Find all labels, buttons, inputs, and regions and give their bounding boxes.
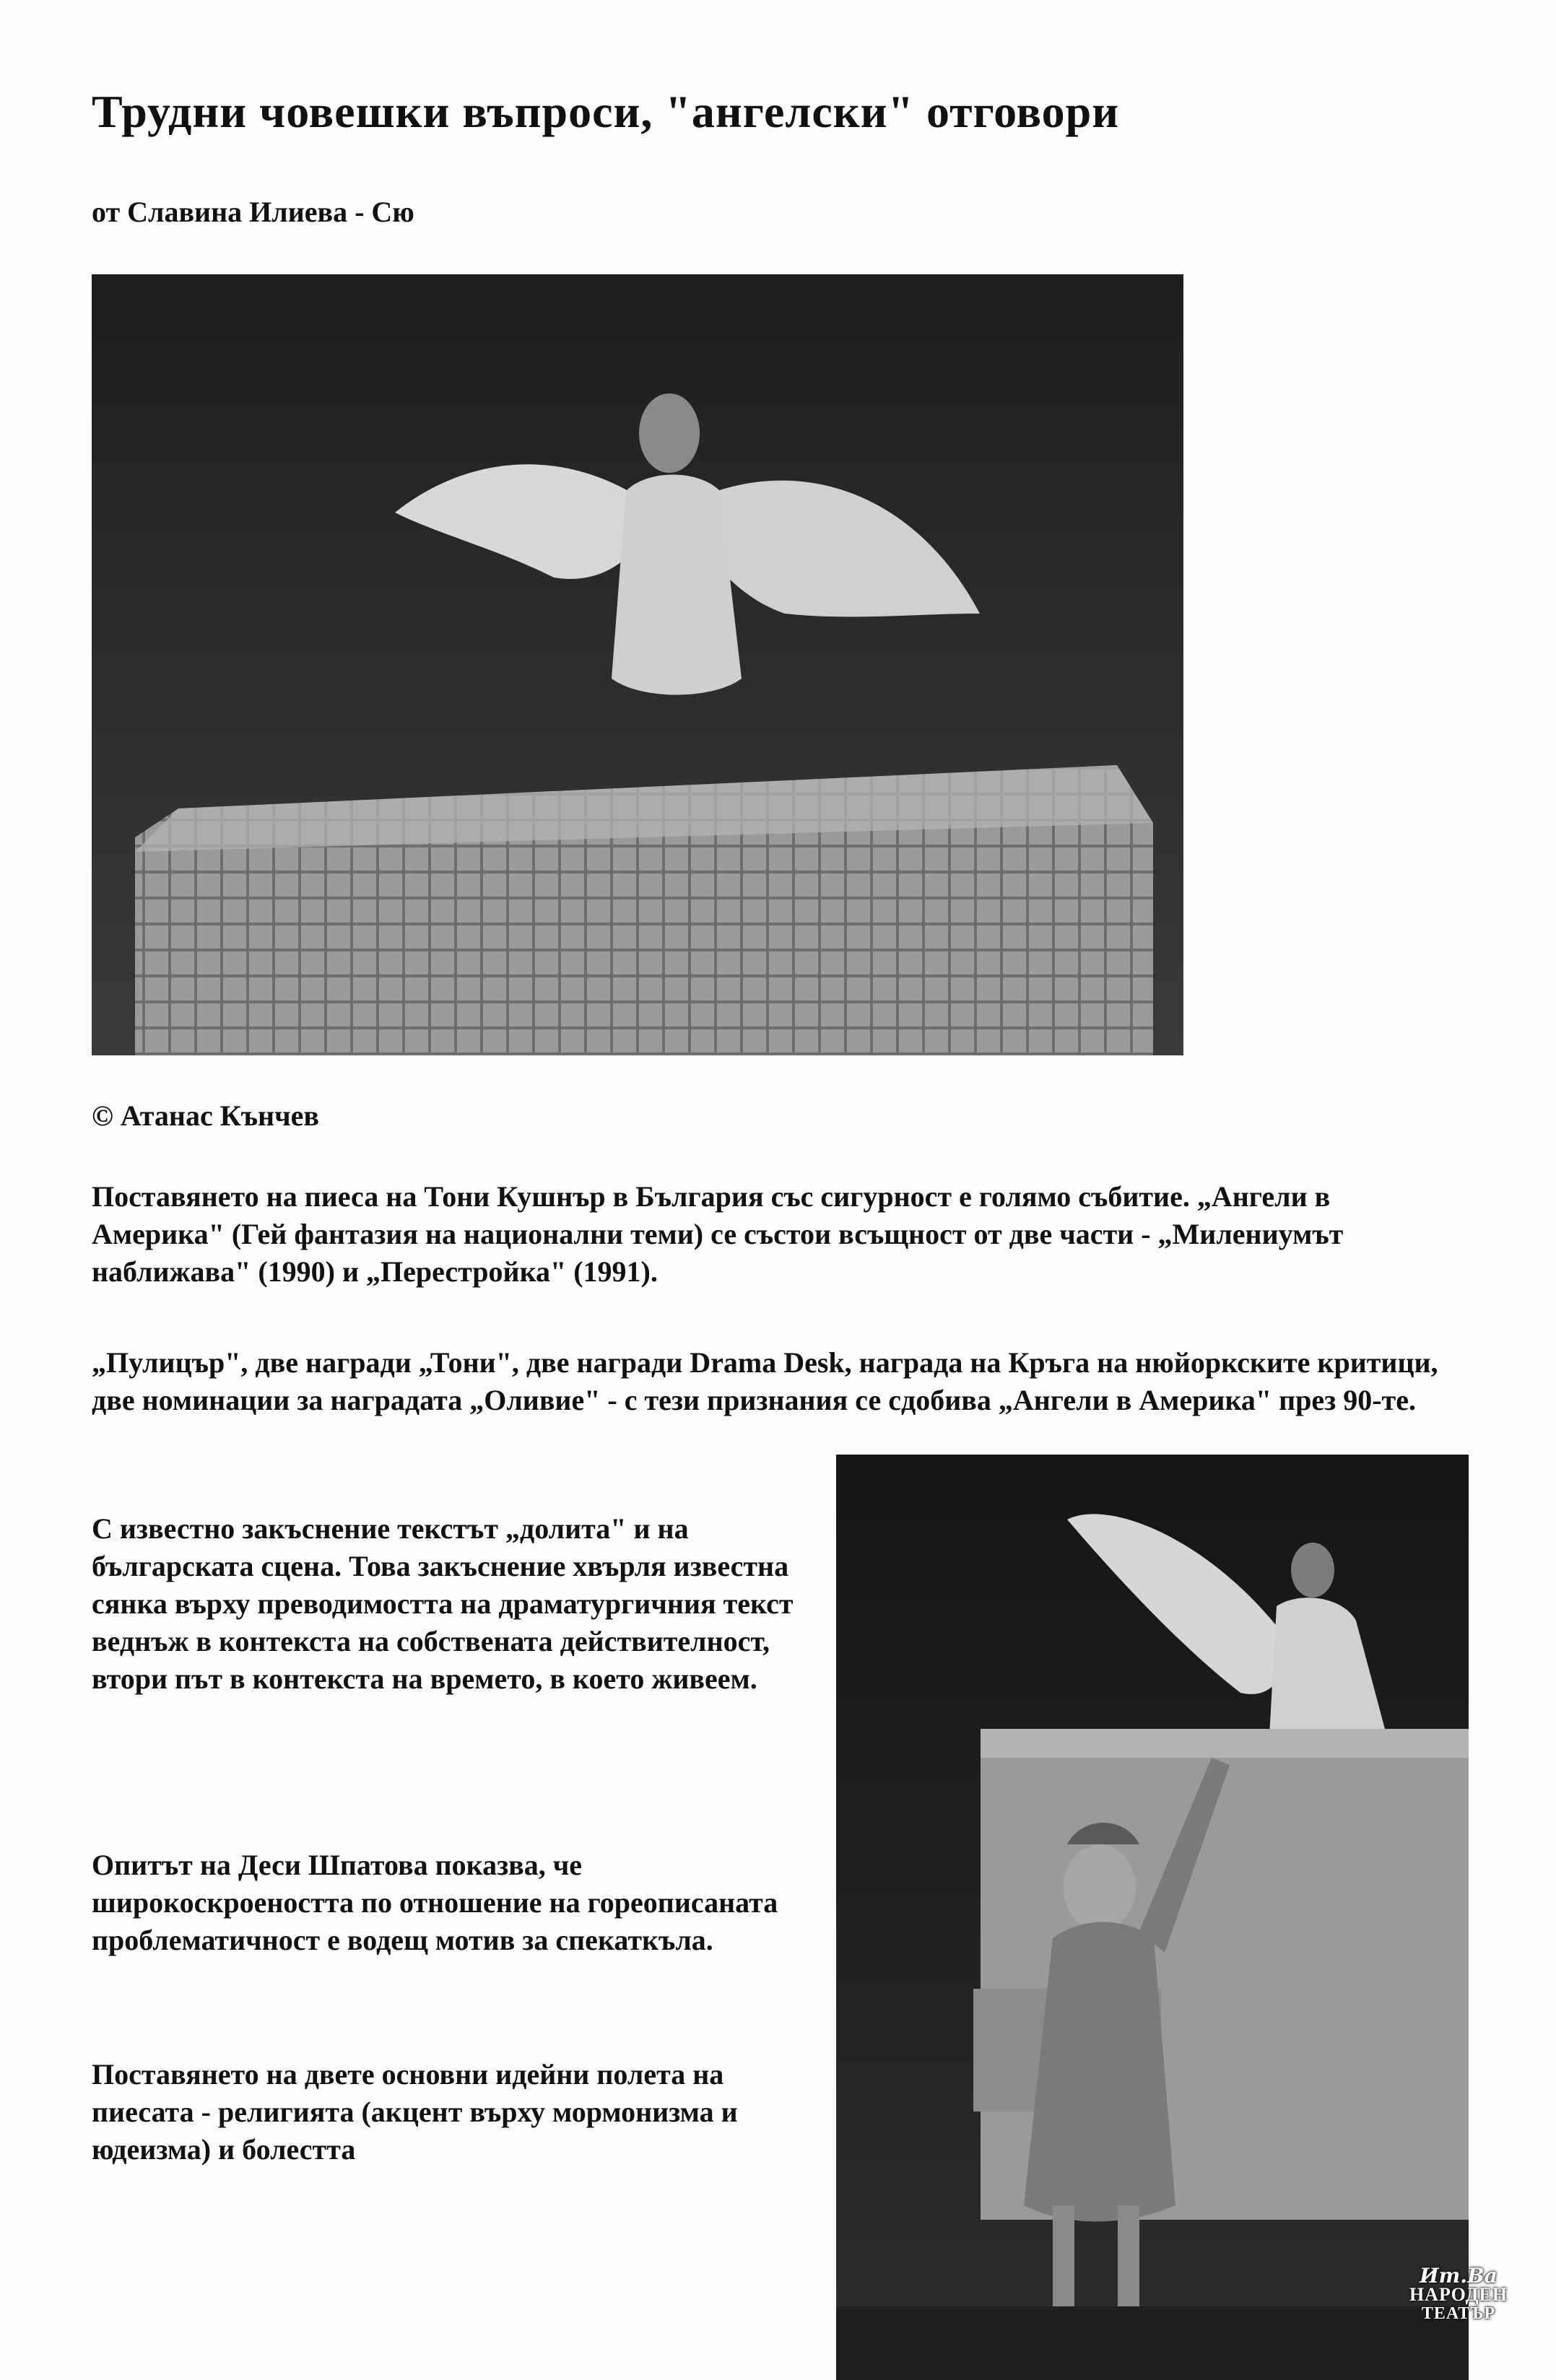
paragraph-5: Поставянето на двете основни идейни полета на пиесата - религията (акцент върху мормонизма и юдеизма) и болестта [92,2058,738,2166]
national-theatre-logo [1408,2264,1509,2323]
sofa-scene-photo [836,1455,1469,2380]
paragraph-1: Поставянето на пиеса на Тони Кушнър в България със сигурност е голямо събитие. „Ангели в Америка" (Гей фантазия на национални теми) се състои всъщност от две части - „Милениумът наближава" (1990) и „Перестройка" (1991). [92,1180,1344,1288]
article-title: Трудни човешки въпроси, "ангелски" отговори [92,86,1120,137]
logo-line-1: НАРОДЕН [1409,2284,1508,2305]
paragraph-4: Опитът на Деси Шпатова показва, че широкоскроеността по отношение на гореописаната проблематичност е водещ мотив за спекаткъла. [92,1849,778,1956]
article-author: от Славина Илиева - Сю [92,196,414,228]
paragraph-2: „Пулицър", две награди „Тони", две награди Drama Desk, награда на Кръга на нюйоркските критици, две номинации за наградата „Оливие" - с тези признания се сдобива „Ангели в Америка" през 90-те. [92,1346,1438,1416]
angel-stage-photo [92,274,1183,1055]
paragraph-3: С известно закъснение текстът „долита" и на българската сцена. Това закъснение хвърля известна сянка върху преводимостта на драматургичния текст веднъж в контекста на собствената действителност, втори път в контекста на времето, в което живеем. [92,1512,794,1695]
logo-line-2: ТЕАТЪР [1421,2304,1496,2323]
logo-signature: Ит.Ва [1420,2264,1498,2288]
photo-credit: © Атанас Кънчев [92,1099,319,1132]
